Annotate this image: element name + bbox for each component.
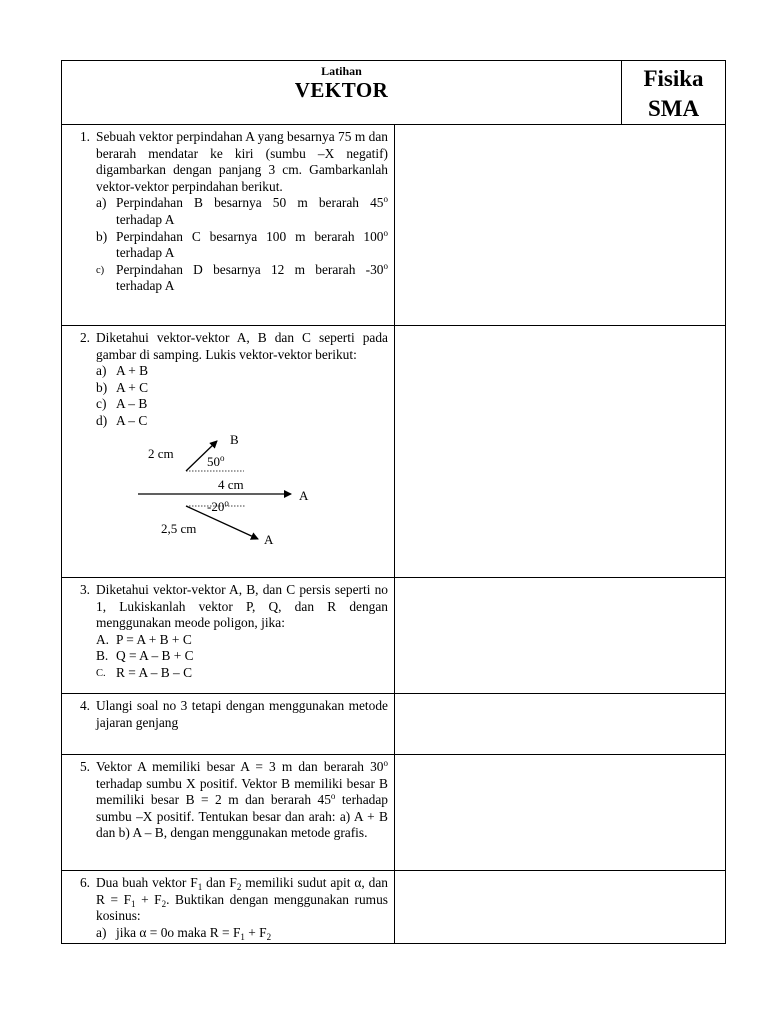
option-label: c) xyxy=(96,396,107,412)
option-a xyxy=(96,632,388,649)
header-title-cell xyxy=(62,61,622,125)
option-label: C. xyxy=(96,667,106,679)
option-b xyxy=(96,380,388,397)
option-label: B. xyxy=(96,648,109,664)
question-number: 3. xyxy=(79,582,90,597)
degree-sup: o xyxy=(330,791,336,802)
answer-cell-6[interactable] xyxy=(395,871,726,944)
option-text: P = A + B + C xyxy=(116,631,192,647)
question-text xyxy=(96,875,388,925)
page-title: VEKTOR xyxy=(294,78,389,102)
option-text: jika α = 0o maka R = F xyxy=(116,924,241,940)
option-label: A. xyxy=(96,631,110,647)
subscript: 2 xyxy=(266,931,272,942)
option-label: d) xyxy=(96,412,108,428)
option-b xyxy=(96,648,388,665)
option-label: b) xyxy=(96,379,108,395)
question-row-4 xyxy=(62,694,726,755)
header-row xyxy=(62,61,726,125)
option-d xyxy=(96,413,388,430)
answer-cell-2[interactable] xyxy=(395,326,726,578)
worksheet xyxy=(61,60,725,944)
option-text: Perpindahan D besarnya 12 m berarah -30 xyxy=(116,261,384,277)
option-text: Perpindahan B besarnya 50 m berarah 45 xyxy=(116,195,384,211)
option-text: R = A – B – C xyxy=(116,664,193,680)
answer-cell-1[interactable] xyxy=(395,125,726,326)
subscript: 1 xyxy=(240,931,245,942)
answer-cell-5[interactable] xyxy=(395,755,726,871)
vector-c-angle xyxy=(207,499,229,516)
subscript: 1 xyxy=(197,882,203,892)
question-2 xyxy=(62,326,395,578)
option-label: b) xyxy=(96,228,108,244)
angle-value: -20 xyxy=(207,498,225,514)
degree-sup: o xyxy=(220,452,225,463)
question-text-part: terhadap sumbu X positif. Vektor B memiliki besar B memiliki besar B = 2 m dan berarah 45 xyxy=(96,775,388,808)
question-number: 1. xyxy=(79,129,90,144)
question-row-1 xyxy=(62,125,726,326)
option-text: A + C xyxy=(116,379,149,395)
option-text: + F xyxy=(244,924,267,940)
question-4 xyxy=(62,694,395,755)
question-text: Diketahui vektor-vektor A, B dan C seperti pada gambar di samping. Lukis vektor-vektor berikut: xyxy=(96,330,388,362)
vector-a-label: A xyxy=(299,487,309,503)
option-text-end: terhadap A xyxy=(116,211,175,227)
subject-line-2: SMA xyxy=(647,96,700,121)
question-text-part: terhadap sumbu –X positif. Tentukan besar dan arah: a) A + B dan b) A – B, dengan menggunakan metode grafis. xyxy=(96,792,388,841)
degree-sup: o xyxy=(383,758,388,768)
question-number: 2. xyxy=(79,330,90,345)
subscript: 2 xyxy=(236,882,242,892)
question-number: 6. xyxy=(79,875,90,890)
option-b xyxy=(96,229,388,262)
degree-sup: o xyxy=(383,227,388,238)
option-label: a) xyxy=(96,924,107,940)
subscript: 2 xyxy=(161,898,167,909)
question-row-6 xyxy=(62,871,726,944)
option-text: Perpindahan C besarnya 100 m berarah 100 xyxy=(116,228,384,244)
text-part: dan F xyxy=(202,875,237,890)
text-part: + F xyxy=(135,891,162,907)
answer-cell-4[interactable] xyxy=(395,694,726,755)
question-number: 4. xyxy=(79,698,90,713)
option-text: A + B xyxy=(116,363,149,379)
text-part: Dua buah vektor F xyxy=(96,875,198,890)
question-text: Diketahui vektor-vektor A, B, dan C persis seperti no 1, Lukiskanlah vektor P, Q, dan R dengan menggunakan meode poligon, jika: xyxy=(96,582,388,631)
degree-sup: o xyxy=(224,497,229,508)
question-row-2 xyxy=(62,326,726,578)
question-1 xyxy=(62,125,395,326)
question-6 xyxy=(62,871,395,944)
option-text: Q = A – B + C xyxy=(116,648,194,664)
question-text-part: Vektor A memiliki besar A = 3 m dan berarah 30 xyxy=(96,759,384,774)
degree-sup: o xyxy=(383,260,388,271)
vector-b-length: 2 cm xyxy=(148,445,174,461)
degree-sup: o xyxy=(383,194,388,205)
option-a xyxy=(96,195,388,228)
vector-a-length: 4 cm xyxy=(218,476,244,492)
question-text: Sebuah vektor perpindahan A yang besarnya 75 m dan berarah mendatar ke kiri (sumbu –X negatif) digambarkan dengan panjang 3 cm. Gambarkanlah vektor-vektor perpindahan berikut. xyxy=(96,129,388,194)
option-label: a) xyxy=(96,363,107,379)
vector-diagram-svg xyxy=(66,436,386,556)
question-5 xyxy=(62,755,395,871)
vector-b-label: B xyxy=(230,431,239,447)
question-text: Ulangi soal no 3 tetapi dengan menggunakan metode jajaran genjang xyxy=(96,698,388,730)
subtitle: Latihan xyxy=(321,64,362,78)
question-3 xyxy=(62,578,395,694)
subject-line-1: Fisika xyxy=(643,66,704,91)
option-text: A – B xyxy=(116,396,148,412)
answer-cell-3[interactable] xyxy=(395,578,726,694)
vector-b-angle xyxy=(207,454,225,471)
question-number: 5. xyxy=(79,759,90,774)
question-row-3 xyxy=(62,578,726,694)
option-label: a) xyxy=(96,195,107,211)
option-text-end: terhadap A xyxy=(116,245,175,261)
question-text xyxy=(96,759,388,842)
vector-diagram xyxy=(66,431,388,556)
question-row-5 xyxy=(62,755,726,871)
option-label: c) xyxy=(96,264,105,276)
option-text-end: terhadap A xyxy=(116,278,175,294)
option-text: A – C xyxy=(116,412,148,428)
option-c xyxy=(96,396,388,413)
option-c xyxy=(96,262,388,295)
vector-c-length: 2,5 cm xyxy=(161,520,197,536)
worksheet-table xyxy=(61,60,726,944)
option-a xyxy=(96,925,388,942)
angle-value: 50 xyxy=(207,453,220,469)
vector-c-label: A xyxy=(264,531,274,547)
subject-cell xyxy=(622,61,726,125)
text-part: memiliki sudut apit α, dan R = F xyxy=(96,875,388,907)
subscript: 1 xyxy=(131,898,136,909)
option-c xyxy=(96,665,388,683)
option-a xyxy=(96,363,388,380)
text-part: . Buktikan dengan menggunakan rumus kosinus: xyxy=(96,891,388,924)
